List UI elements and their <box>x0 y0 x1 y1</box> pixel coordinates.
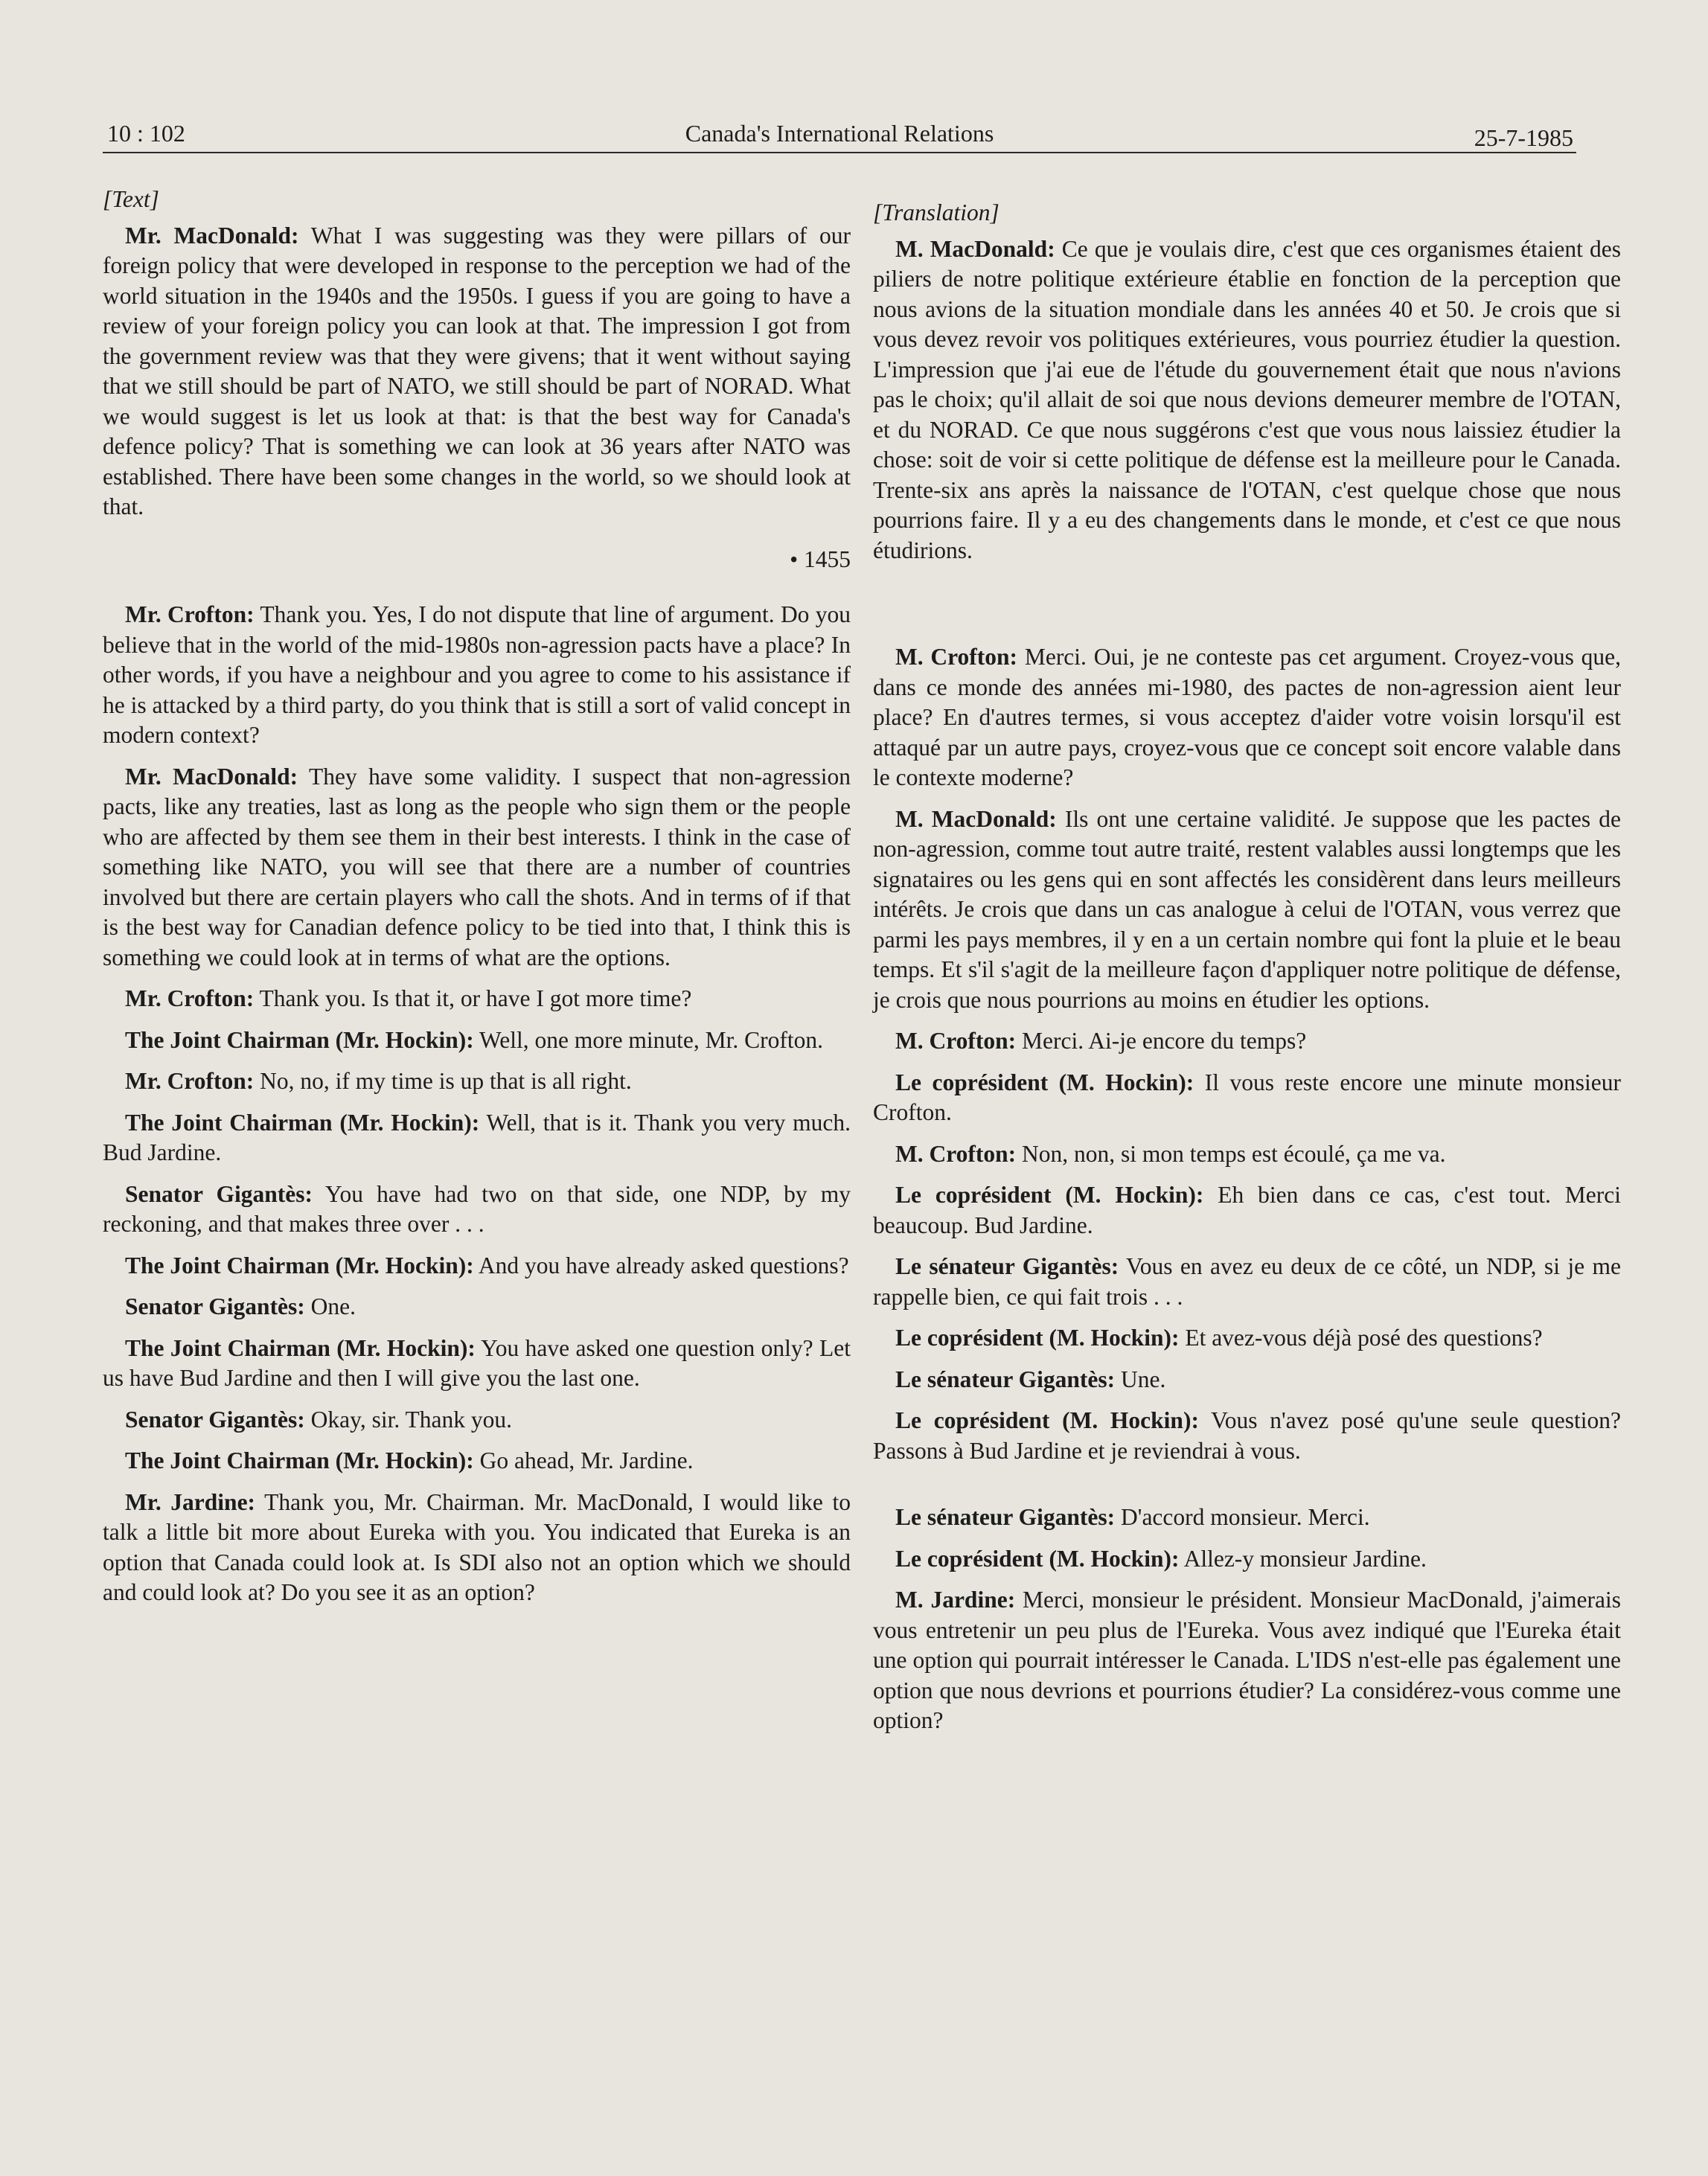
speaker-name: The Joint Chairman (Mr. Hockin): <box>125 1334 476 1361</box>
speech-text: Well, one more minute, Mr. Crofton. <box>473 1026 824 1053</box>
speech-text: D'accord monsieur. Merci. <box>1115 1504 1370 1530</box>
speaker-name: Le coprésident (M. Hockin): <box>895 1069 1194 1095</box>
speech-paragraph <box>873 642 1621 793</box>
speaker-name: M. Crofton: <box>895 644 1018 670</box>
speaker-name: Le coprésident (M. Hockin): <box>895 1545 1180 1572</box>
speech-text: Ce que je voulais dire, c'est que ces organismes étaient des piliers de notre politique extérieure établie en fonction de la perception que nous avions de la situation mondiale dans les années 40 et 50. Je crois que si vous devez revoir vos politiques extérieures, vous pourriez étudier la question. L'impression que j'ai eue de l'étude du gouvernement était que nous n'avions pas le choix; qu'il allait de soi que nous devions demeurer membre de l'OTAN, et du NORAD. Ce que nous suggérons c'est que vous nous laissiez étudier la chose: soit de voir si cette politique de défense est la meilleure pour le Canada. Trente-six ans après la naissance de l'OTAN, c'est quelque chose que nous pourrions faire. Il y a eu des changements dans le monde, et c'est ce que nous étudirions. <box>873 235 1621 563</box>
speaker-name: Le sénateur Gigantès: <box>895 1504 1116 1530</box>
speech-paragraph <box>873 234 1621 566</box>
speaker-name: Le sénateur Gigantès: <box>895 1366 1116 1392</box>
speech-text: Et avez-vous déjà posé des questions? <box>1179 1325 1543 1351</box>
speaker-name: M. Jardine: <box>895 1587 1016 1613</box>
french-column <box>873 198 1621 1747</box>
speech-text: Il vous reste encore une minute monsieur Crofton. <box>873 1069 1621 1125</box>
speaker-name: The Joint Chairman (Mr. Hockin): <box>125 1109 480 1136</box>
speaker-name: M. Crofton: <box>895 1028 1017 1054</box>
speaker-name: Mr. Crofton: <box>125 1068 255 1094</box>
speech-paragraph <box>103 984 851 1014</box>
speech-text: Okay, sir. Thank you. <box>304 1406 513 1433</box>
speech-text: Vous en avez eu deux de ce côté, un NDP, si je me rappelle bien, ce qui fait trois . . . <box>873 1253 1621 1310</box>
speech-text: Merci. Ai-je encore du temps? <box>1016 1028 1307 1054</box>
page-number: 10 : 102 <box>107 120 185 147</box>
speaker-name: M. MacDonald: <box>895 235 1055 262</box>
speech-text: One. <box>304 1293 356 1319</box>
speaker-name: The Joint Chairman (Mr. Hockin): <box>125 1252 474 1279</box>
time-marker: • 1455 <box>790 545 851 572</box>
speaker-name: M. Crofton: <box>895 1140 1017 1167</box>
speech-paragraph <box>103 1334 851 1394</box>
speech-text: No, no, if my time is up that is all right. <box>254 1068 632 1094</box>
speech-paragraph <box>103 1108 851 1168</box>
speaker-name: Mr. MacDonald: <box>125 222 299 249</box>
page-header <box>103 112 1576 153</box>
speaker-name: Le coprésident (M. Hockin): <box>895 1325 1180 1351</box>
speech-text: They have some validity. I suspect that non-agression pacts, like any treaties, last as long as the people who sign them or the people who are affected by them see them in their best interests. I think in the case of something like NATO, you will see that there are a number of countries involved but there are certain players who call the shots. And in terms of if that is the best way for Canadian defence policy to be tied into that, I think this is something we could look at in terms of what are the options. <box>103 763 851 970</box>
speech-text: Eh bien dans ce cas, c'est tout. Merci beaucoup. Bud Jardine. <box>873 1182 1621 1238</box>
speech-paragraph <box>103 1251 851 1281</box>
speech-paragraph <box>873 1544 1621 1575</box>
speech-paragraph <box>103 221 851 522</box>
alignment-spacer <box>873 1477 1621 1503</box>
speech-text: Vous n'avez posé qu'une seule question? Passons à Bud Jardine et je reviendrai à vous. <box>873 1407 1621 1464</box>
text-tag: [Text] <box>103 186 159 212</box>
speaker-name: The Joint Chairman (Mr. Hockin): <box>125 1447 474 1473</box>
speech-text: What I was suggesting was they were pillars of our foreign policy that were developed in response to the perception we had of the world situation in the 1940s and the 1950s. I guess if you are going to have a review of your foreign policy you can look at that. The impression I got from the government review was that they were givens; that it went without saying that we still should be part of NATO, we still should be part of NORAD. What we would suggest is let us look at that: is that the best way for Canada's defence policy? That is something we can look at 36 years after NATO was established. There have been some changes in the world, so we should look at that. <box>103 222 851 519</box>
speech-text: Allez-y monsieur Jardine. <box>1179 1545 1427 1572</box>
speech-paragraph <box>873 1585 1621 1736</box>
speaker-name: Le sénateur Gigantès: <box>895 1253 1119 1279</box>
speech-text: Une. <box>1115 1366 1166 1392</box>
speech-paragraph <box>103 1292 851 1322</box>
speaker-name: Mr. Jardine: <box>125 1488 256 1515</box>
speech-paragraph <box>873 1026 1621 1057</box>
speech-text: Non, non, si mon temps est écoulé, ça me va. <box>1016 1140 1446 1167</box>
speech-text: You have had two on that side, one NDP, by my reckoning, and that makes three over . . . <box>103 1180 851 1237</box>
speech-paragraph <box>103 1405 851 1436</box>
speech-text: Ils ont une certaine validité. Je suppose que les pactes de non-agression, comme tout autre traité, restent valables aussi longtemps que les signataires ou les gens qui en sont affectés les considèrent dans leurs meilleurs intérêts. Je crois que dans un cas analogue à celui de l'OTAN, vous verrez que parmi les pays membres, il y en a un certain nombre qui font la pluie et le beau temps. Et s'il s'agit de la meilleure façon d'appliquer notre politique de défense, je crois que nous pourrions au moins en étudier les options. <box>873 805 1621 1013</box>
speech-text: Merci. Oui, je ne conteste pas cet argument. Croyez-vous que, dans ce monde des années mi-1980, des pactes de non-agression aient leur place? En d'autres termes, si vous acceptez d'aider votre voisin lorsqu'il est attaqué par un autre pays, croyez-vous que ce concept soit encore valable dans le contexte moderne? <box>873 644 1621 790</box>
speech-paragraph <box>873 1503 1621 1533</box>
speaker-name: Senator Gigantès: <box>125 1293 305 1319</box>
speech-text: Well, that is it. Thank you very much. Bud Jardine. <box>103 1109 851 1165</box>
speech-paragraph <box>103 1488 851 1608</box>
page-date: 25-7-1985 <box>1474 124 1573 151</box>
speech-text: Merci, monsieur le président. Monsieur MacDonald, j'aimerais vous entretenir un peu plus de l'Eureka. Vous avez indiqué que l'Eureka était une option qui pourrait intéresser le Canada. L'IDS n'est-elle pas également une option que nous devrions et pourrions étudier? La considérez-vous comme une option? <box>873 1587 1621 1733</box>
speech-paragraph <box>873 1139 1621 1170</box>
speaker-name: Senator Gigantès: <box>125 1406 305 1433</box>
speech-text: Thank you, Mr. Chairman. Mr. MacDonald, I would like to talk a little bit more about Eureka with you. You indicated that Eureka is an option that Canada could look at. Is SDI also not an option which we should and could look at? Do you see it as an option? <box>103 1488 851 1605</box>
speaker-name: Mr. MacDonald: <box>125 763 298 790</box>
speech-text: And you have already asked questions? <box>473 1252 849 1279</box>
speaker-name: Mr. Crofton: <box>125 601 255 627</box>
speaker-name: The Joint Chairman (Mr. Hockin): <box>125 1026 474 1053</box>
speech-text: Thank you. Is that it, or have I got more time? <box>254 985 692 1011</box>
alignment-spacer <box>873 577 1621 642</box>
speaker-name: M. MacDonald: <box>895 805 1057 832</box>
speech-paragraph <box>873 1365 1621 1395</box>
speech-paragraph <box>103 762 851 973</box>
english-column <box>103 185 851 1619</box>
speech-text: Go ahead, Mr. Jardine. <box>473 1447 694 1473</box>
speech-paragraph <box>103 600 851 751</box>
speech-text: You have asked one question only? Let us have Bud Jardine and then I will give you the last one. <box>103 1334 851 1391</box>
speaker-name: Le coprésident (M. Hockin): <box>895 1182 1204 1208</box>
speaker-name: Mr. Crofton: <box>125 985 255 1011</box>
speaker-name: Le coprésident (M. Hockin): <box>895 1407 1199 1433</box>
running-title: Canada's International Relations <box>685 120 994 147</box>
speech-paragraph <box>873 1323 1621 1354</box>
speech-paragraph <box>873 1406 1621 1466</box>
speech-paragraph <box>103 1446 851 1476</box>
speech-paragraph <box>103 1066 851 1097</box>
translation-tag: [Translation] <box>873 199 999 225</box>
speech-paragraph <box>873 1068 1621 1128</box>
speech-paragraph <box>873 1180 1621 1241</box>
speech-paragraph <box>873 804 1621 1016</box>
speaker-name: Senator Gigantès: <box>125 1180 313 1207</box>
speech-text: Thank you. Yes, I do not dispute that line of argument. Do you believe that in the world of the mid-1980s non-agression pacts have a place? In other words, if you have a neighbour and you agree to come to his assistance if he is attacked by a third party, do you think that is still a sort of valid concept in modern context? <box>103 601 851 748</box>
speech-paragraph <box>103 1025 851 1056</box>
speech-paragraph <box>103 1180 851 1240</box>
speech-paragraph <box>873 1252 1621 1312</box>
